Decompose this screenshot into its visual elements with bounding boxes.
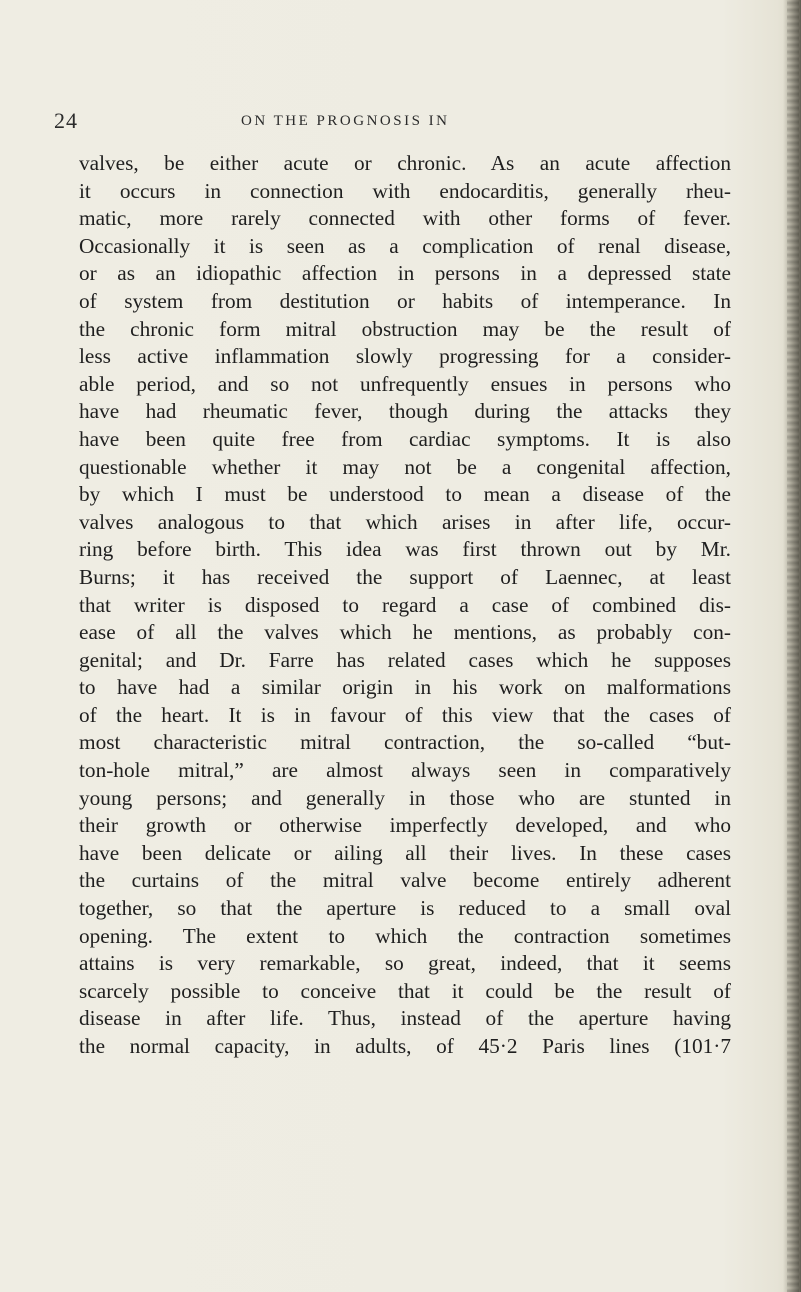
text-line: opening. The extent to which the contraction sometimes bbox=[79, 923, 731, 948]
text-line: the curtains of the mitral valve become entirely adherent bbox=[79, 868, 731, 893]
text-line: most characteristic mitral contraction, the so-called “but- bbox=[79, 730, 731, 755]
text-line: have been delicate or ailing all their lives. In these cases bbox=[79, 840, 731, 865]
text-line: have been quite free from cardiac symptoms. It is also bbox=[79, 426, 731, 451]
text-line: Burns; it has received the support of Laennec, at least bbox=[79, 564, 731, 589]
text-line: scarcely possible to conceive that it could be the result of bbox=[79, 978, 731, 1003]
text-line: to have had a similar origin in his work on malformations bbox=[79, 675, 731, 700]
page-edge-texture bbox=[787, 0, 799, 1292]
text-line: have had rheumatic fever, though during the attacks they bbox=[79, 399, 731, 424]
text-line: Occasionally it is seen as a complication of renal disease, bbox=[79, 233, 731, 258]
text-line: valves, be either acute or chronic. As an acute affection bbox=[79, 151, 731, 175]
text-line: the normal capacity, in adults, of 45·2 Paris lines (101·7 bbox=[79, 1034, 731, 1058]
text-line: ton-hole mitral,” are almost always seen in comparatively bbox=[79, 758, 731, 783]
text-line: or as an idiopathic affection in persons in a depressed state bbox=[79, 261, 731, 286]
text-line: questionable whether it may not be a congenital affection, bbox=[79, 454, 731, 479]
running-head: ON THE PROGNOSIS IN bbox=[241, 113, 450, 129]
text-line: young persons; and generally in those who are stunted in bbox=[79, 785, 731, 810]
text-line: less active inflammation slowly progressing for a consider- bbox=[79, 344, 731, 369]
text-line: by which I must be understood to mean a disease of the bbox=[79, 482, 731, 507]
text-line: together, so that the aperture is reduced to a small oval bbox=[79, 896, 731, 921]
text-line: it occurs in connection with endocarditis, generally rheu- bbox=[79, 178, 731, 203]
text-line: ease of all the valves which he mentions, as probably con- bbox=[79, 620, 731, 645]
text-line: of the heart. It is in favour of this view that the cases of bbox=[79, 702, 731, 727]
text-line: genital; and Dr. Farre has related cases which he supposes bbox=[79, 647, 731, 672]
text-line: valves analogous to that which arises in after life, occur- bbox=[79, 509, 731, 534]
page-number: 24 bbox=[54, 108, 78, 133]
text-line: attains is very remarkable, so great, indeed, that it seems bbox=[79, 951, 731, 976]
text-line: their growth or otherwise imperfectly developed, and who bbox=[79, 813, 731, 838]
text-line: ring before birth. This idea was first thrown out by Mr. bbox=[79, 537, 731, 562]
text-line: able period, and so not unfrequently ensues in persons who bbox=[79, 371, 731, 396]
body-text bbox=[79, 150, 731, 1061]
text-line: the chronic form mitral obstruction may be the result of bbox=[79, 316, 731, 341]
text-line: matic, more rarely connected with other forms of fever. bbox=[79, 206, 731, 231]
text-line: of system from destitution or habits of intemperance. In bbox=[79, 288, 731, 313]
text-line: disease in after life. Thus, instead of the aperture having bbox=[79, 1006, 731, 1031]
text-line: that writer is disposed to regard a case of combined dis- bbox=[79, 592, 731, 617]
